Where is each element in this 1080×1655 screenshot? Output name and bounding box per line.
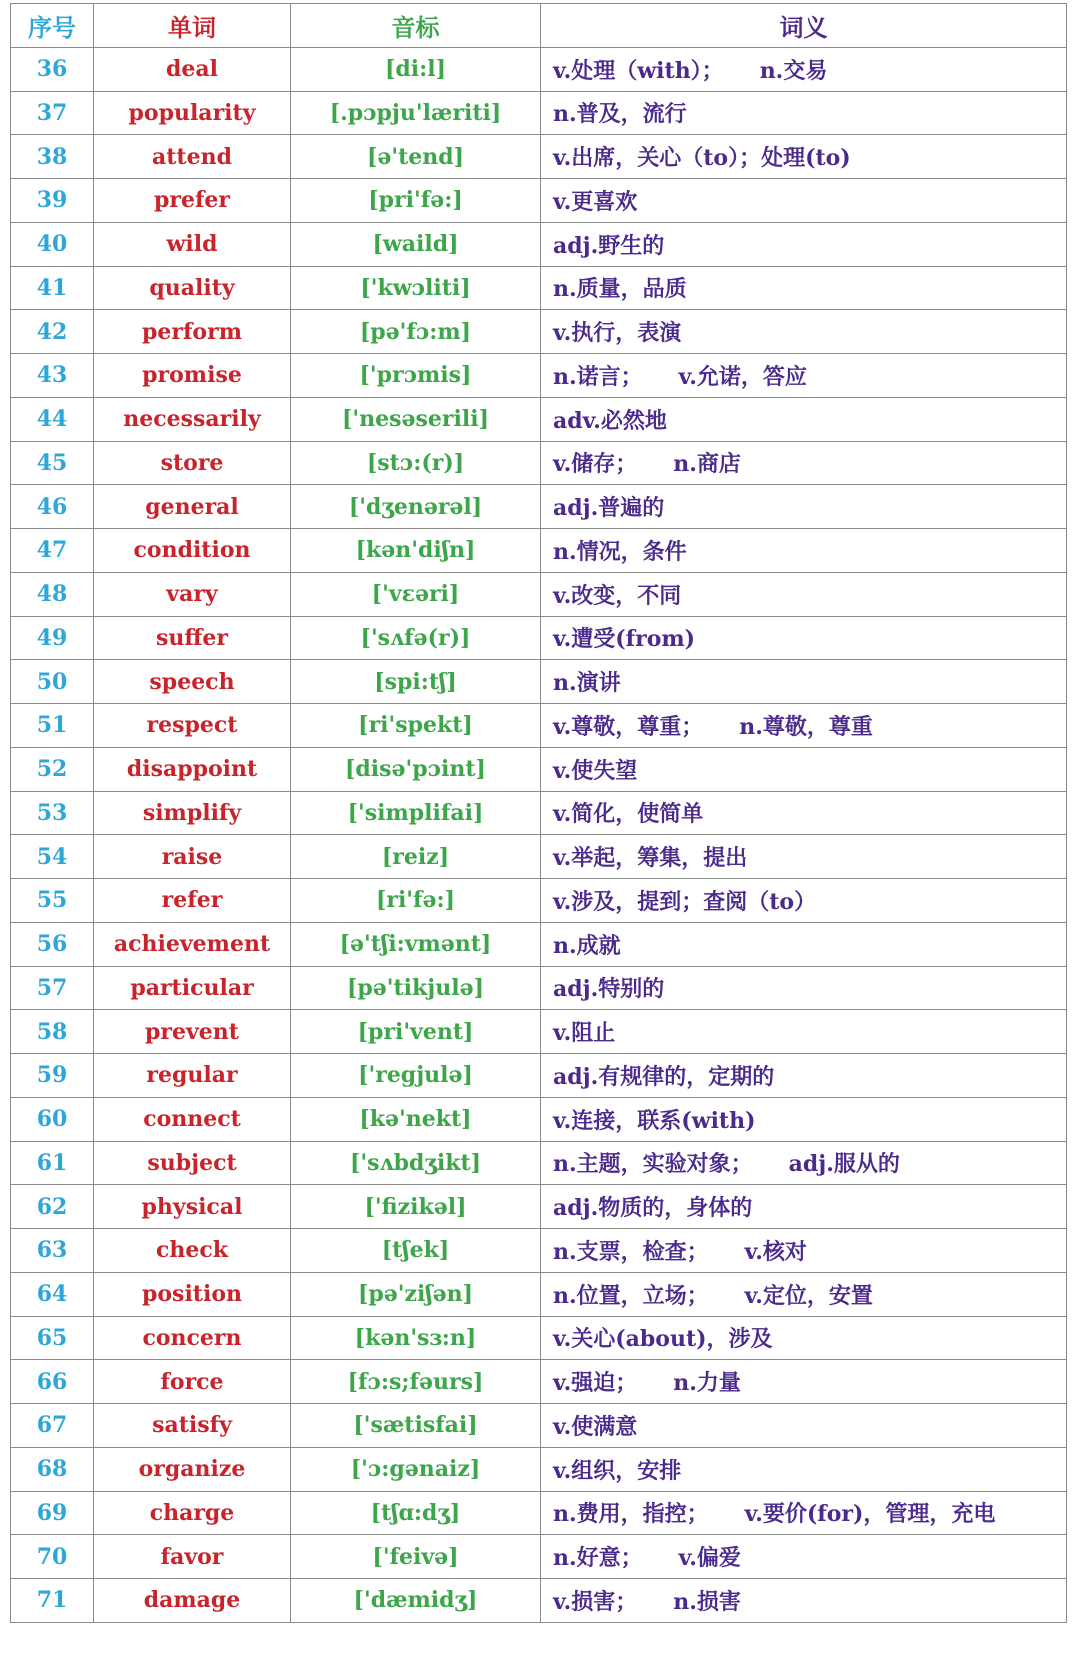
table-row — [11, 1316, 1067, 1360]
meaning-part: v.要价(for)，管理，充电 — [744, 1501, 996, 1528]
row-phonetic: ['sætisfai] — [291, 1404, 541, 1448]
meaning-part: v.组织，安排 — [553, 1457, 682, 1484]
row-phonetic: [di:l] — [291, 47, 541, 91]
row-number: 63 — [11, 1229, 94, 1273]
row-phonetic: [ə'tʃi:vmənt] — [291, 922, 541, 966]
table-row — [11, 660, 1067, 704]
row-phonetic: ['dæmidʒ] — [291, 1579, 541, 1623]
table-row — [11, 47, 1067, 91]
table-row — [11, 1054, 1067, 1098]
row-number: 48 — [11, 572, 94, 616]
meaning-part: adj.物质的，身体的 — [553, 1195, 753, 1222]
meaning-part: n.位置，立场； — [553, 1282, 709, 1309]
row-phonetic: [stɔ:(r)] — [291, 441, 541, 485]
row-phonetic: [pri'fə:] — [291, 179, 541, 223]
row-word: refer — [94, 879, 291, 923]
meaning-part: n.质量，品质 — [553, 276, 687, 303]
row-meaning — [541, 485, 1067, 529]
table-row — [11, 485, 1067, 529]
table-row — [11, 222, 1067, 266]
row-word: store — [94, 441, 291, 485]
row-number: 44 — [11, 397, 94, 441]
row-number: 65 — [11, 1316, 94, 1360]
table-row — [11, 1535, 1067, 1579]
vocabulary-table — [10, 3, 1067, 1623]
table-row — [11, 354, 1067, 398]
row-meaning — [541, 747, 1067, 791]
row-number: 55 — [11, 879, 94, 923]
row-number: 40 — [11, 222, 94, 266]
row-meaning — [541, 1097, 1067, 1141]
meaning-part: v.更喜欢 — [553, 188, 638, 215]
row-word: deal — [94, 47, 291, 91]
meaning-part: n.费用，指控； — [553, 1501, 709, 1528]
row-phonetic: [pri'vent] — [291, 1010, 541, 1054]
row-meaning — [541, 135, 1067, 179]
table-row — [11, 704, 1067, 748]
meaning-part: v.定位，安置 — [744, 1282, 873, 1309]
meaning-part: n.主题，实验对象； — [553, 1151, 753, 1178]
row-word: concern — [94, 1316, 291, 1360]
row-phonetic: ['regjulə] — [291, 1054, 541, 1098]
row-number: 56 — [11, 922, 94, 966]
row-word: regular — [94, 1054, 291, 1098]
row-number: 53 — [11, 791, 94, 835]
meaning-part: n.支票，检查； — [553, 1238, 709, 1265]
row-number: 67 — [11, 1404, 94, 1448]
meaning-part: v.简化，使简单 — [553, 801, 704, 828]
table-row — [11, 1097, 1067, 1141]
meaning-part: v.强迫； — [553, 1370, 638, 1397]
meaning-part: adj.服从的 — [788, 1151, 900, 1178]
row-word: attend — [94, 135, 291, 179]
row-phonetic: ['fizikəl] — [291, 1185, 541, 1229]
row-meaning — [541, 835, 1067, 879]
meaning-part: n.力量 — [673, 1370, 741, 1397]
row-word: position — [94, 1272, 291, 1316]
row-word: simplify — [94, 791, 291, 835]
row-word: satisfy — [94, 1404, 291, 1448]
header-number: 序号 — [11, 4, 94, 48]
table-row — [11, 1404, 1067, 1448]
row-number: 68 — [11, 1447, 94, 1491]
row-phonetic: ['sʌbdʒikt] — [291, 1141, 541, 1185]
row-meaning — [541, 529, 1067, 573]
row-phonetic: [ri'spekt] — [291, 704, 541, 748]
row-word: quality — [94, 266, 291, 310]
meaning-part: n.诺言； — [553, 363, 643, 390]
row-word: promise — [94, 354, 291, 398]
row-word: speech — [94, 660, 291, 704]
row-phonetic: [disə'pɔint] — [291, 747, 541, 791]
table-row — [11, 1447, 1067, 1491]
table-row — [11, 966, 1067, 1010]
row-phonetic: [spi:tʃ] — [291, 660, 541, 704]
row-phonetic: ['nesəserili] — [291, 397, 541, 441]
meaning-part: v.损害； — [553, 1588, 638, 1615]
row-phonetic: [fɔ:s;fəurs] — [291, 1360, 541, 1404]
meaning-part: v.连接，联系(with) — [553, 1107, 756, 1134]
meaning-part: adj.特别的 — [553, 976, 665, 1003]
meaning-part: v.尊敬，尊重； — [553, 713, 704, 740]
row-word: condition — [94, 529, 291, 573]
row-meaning — [541, 179, 1067, 223]
meaning-part: v.储存； — [553, 451, 638, 478]
meaning-part: v.允诺，答应 — [678, 363, 807, 390]
row-meaning — [541, 266, 1067, 310]
table-row — [11, 1272, 1067, 1316]
meaning-part: adj.普遍的 — [553, 495, 665, 522]
row-word: perform — [94, 310, 291, 354]
row-number: 49 — [11, 616, 94, 660]
meaning-part: v.处理（with）； — [553, 57, 724, 84]
row-number: 43 — [11, 354, 94, 398]
table-row — [11, 835, 1067, 879]
table-row — [11, 1579, 1067, 1623]
row-number: 42 — [11, 310, 94, 354]
table-row — [11, 1185, 1067, 1229]
row-meaning — [541, 1579, 1067, 1623]
meaning-part: n.好意； — [553, 1545, 643, 1572]
table-row — [11, 791, 1067, 835]
row-meaning — [541, 441, 1067, 485]
meaning-part: v.举起，筹集，提出 — [553, 845, 748, 872]
row-phonetic: [kən'sɜ:n] — [291, 1316, 541, 1360]
row-phonetic: [.pɔpju'læriti] — [291, 91, 541, 135]
row-phonetic: ['dʒenərəl] — [291, 485, 541, 529]
row-meaning — [541, 1141, 1067, 1185]
row-word: charge — [94, 1491, 291, 1535]
row-number: 64 — [11, 1272, 94, 1316]
row-meaning — [541, 310, 1067, 354]
row-meaning — [541, 1360, 1067, 1404]
meaning-part: n.损害 — [673, 1588, 741, 1615]
table-row — [11, 266, 1067, 310]
row-meaning — [541, 616, 1067, 660]
row-meaning — [541, 1010, 1067, 1054]
meaning-part: n.商店 — [673, 451, 741, 478]
row-number: 52 — [11, 747, 94, 791]
row-phonetic: [reiz] — [291, 835, 541, 879]
row-meaning — [541, 222, 1067, 266]
row-phonetic: [kə'nekt] — [291, 1097, 541, 1141]
meaning-part: n.交易 — [759, 57, 828, 84]
row-meaning — [541, 879, 1067, 923]
meaning-part: adj.有规律的，定期的 — [553, 1063, 775, 1090]
row-number: 70 — [11, 1535, 94, 1579]
table-row — [11, 441, 1067, 485]
table-row — [11, 747, 1067, 791]
meaning-part: n.演讲 — [553, 670, 621, 697]
row-phonetic: [ri'fə:] — [291, 879, 541, 923]
row-meaning — [541, 791, 1067, 835]
table-row — [11, 1360, 1067, 1404]
row-word: general — [94, 485, 291, 529]
row-meaning — [541, 1535, 1067, 1579]
table-row — [11, 572, 1067, 616]
row-word: organize — [94, 1447, 291, 1491]
row-number: 38 — [11, 135, 94, 179]
meaning-part: v.使失望 — [553, 757, 638, 784]
header-meaning: 词义 — [541, 4, 1067, 48]
meaning-part: v.遭受(from) — [553, 626, 696, 653]
table-row — [11, 91, 1067, 135]
row-number: 37 — [11, 91, 94, 135]
row-phonetic: [waild] — [291, 222, 541, 266]
row-meaning — [541, 922, 1067, 966]
meaning-part: v.核对 — [744, 1238, 807, 1265]
row-number: 71 — [11, 1579, 94, 1623]
row-meaning — [541, 1491, 1067, 1535]
meaning-part: v.出席，关心（to）；处理(to) — [553, 145, 851, 172]
row-number: 45 — [11, 441, 94, 485]
meaning-part: v.改变，不同 — [553, 582, 682, 609]
row-meaning — [541, 47, 1067, 91]
row-word: raise — [94, 835, 291, 879]
row-word: damage — [94, 1579, 291, 1623]
row-number: 61 — [11, 1141, 94, 1185]
row-meaning — [541, 1185, 1067, 1229]
row-number: 58 — [11, 1010, 94, 1054]
row-meaning — [541, 1229, 1067, 1273]
header-word: 单词 — [94, 4, 291, 48]
table-row — [11, 1229, 1067, 1273]
table-row — [11, 1141, 1067, 1185]
row-phonetic: ['kwɔliti] — [291, 266, 541, 310]
row-phonetic: ['prɔmis] — [291, 354, 541, 398]
row-number: 47 — [11, 529, 94, 573]
meaning-part: n.普及，流行 — [553, 101, 687, 128]
meaning-part: v.偏爱 — [678, 1545, 741, 1572]
row-word: subject — [94, 1141, 291, 1185]
row-meaning — [541, 966, 1067, 1010]
meaning-part: v.执行，表演 — [553, 320, 682, 347]
row-word: vary — [94, 572, 291, 616]
row-word: favor — [94, 1535, 291, 1579]
row-word: disappoint — [94, 747, 291, 791]
meaning-part: n.成就 — [553, 932, 621, 959]
meaning-part: adj.野生的 — [553, 232, 665, 259]
row-number: 57 — [11, 966, 94, 1010]
row-number: 69 — [11, 1491, 94, 1535]
row-number: 46 — [11, 485, 94, 529]
row-word: respect — [94, 704, 291, 748]
table-row — [11, 879, 1067, 923]
row-word: necessarily — [94, 397, 291, 441]
row-word: popularity — [94, 91, 291, 135]
header-row — [11, 4, 1067, 48]
row-meaning — [541, 1272, 1067, 1316]
row-word: wild — [94, 222, 291, 266]
table-row — [11, 1010, 1067, 1054]
row-phonetic: ['feivə] — [291, 1535, 541, 1579]
row-number: 54 — [11, 835, 94, 879]
row-number: 66 — [11, 1360, 94, 1404]
meaning-part: v.涉及，提到；查阅（to） — [553, 888, 817, 915]
row-number: 62 — [11, 1185, 94, 1229]
row-phonetic: [pə'fɔ:m] — [291, 310, 541, 354]
meaning-part: v.关心(about)，涉及 — [553, 1326, 773, 1353]
row-meaning — [541, 1054, 1067, 1098]
row-meaning — [541, 572, 1067, 616]
row-word: connect — [94, 1097, 291, 1141]
table-row — [11, 179, 1067, 223]
row-word: physical — [94, 1185, 291, 1229]
row-phonetic: ['vɛəri] — [291, 572, 541, 616]
row-phonetic: [ə'tend] — [291, 135, 541, 179]
row-word: achievement — [94, 922, 291, 966]
meaning-part: adv.必然地 — [553, 407, 667, 434]
row-phonetic: [tʃɑ:dʒ] — [291, 1491, 541, 1535]
row-word: prevent — [94, 1010, 291, 1054]
row-phonetic: [tʃek] — [291, 1229, 541, 1273]
row-phonetic: ['sʌfə(r)] — [291, 616, 541, 660]
row-phonetic: [pə'tikjulə] — [291, 966, 541, 1010]
row-phonetic: ['simplifai] — [291, 791, 541, 835]
row-word: prefer — [94, 179, 291, 223]
row-number: 60 — [11, 1097, 94, 1141]
table-row — [11, 529, 1067, 573]
row-number: 50 — [11, 660, 94, 704]
row-number: 41 — [11, 266, 94, 310]
row-word: check — [94, 1229, 291, 1273]
row-phonetic: ['ɔ:gənaiz] — [291, 1447, 541, 1491]
row-phonetic: [pə'ziʃən] — [291, 1272, 541, 1316]
table-row — [11, 310, 1067, 354]
row-meaning — [541, 1447, 1067, 1491]
row-word: particular — [94, 966, 291, 1010]
row-number: 59 — [11, 1054, 94, 1098]
table-row — [11, 1491, 1067, 1535]
row-meaning — [541, 1404, 1067, 1448]
row-meaning — [541, 704, 1067, 748]
row-phonetic: [kən'diʃn] — [291, 529, 541, 573]
row-meaning — [541, 91, 1067, 135]
meaning-part: n.情况，条件 — [553, 538, 687, 565]
row-meaning — [541, 354, 1067, 398]
row-word: force — [94, 1360, 291, 1404]
row-word: suffer — [94, 616, 291, 660]
meaning-part: v.阻止 — [553, 1020, 616, 1047]
row-number: 51 — [11, 704, 94, 748]
row-number: 36 — [11, 47, 94, 91]
table-body — [11, 47, 1067, 1622]
meaning-part: n.尊敬，尊重 — [739, 713, 873, 740]
table-row — [11, 922, 1067, 966]
table-row — [11, 616, 1067, 660]
row-meaning — [541, 660, 1067, 704]
row-meaning — [541, 397, 1067, 441]
meaning-part: v.使满意 — [553, 1413, 638, 1440]
row-meaning — [541, 1316, 1067, 1360]
table-row — [11, 135, 1067, 179]
row-number: 39 — [11, 179, 94, 223]
table-row — [11, 397, 1067, 441]
header-phonetic: 音标 — [291, 4, 541, 48]
